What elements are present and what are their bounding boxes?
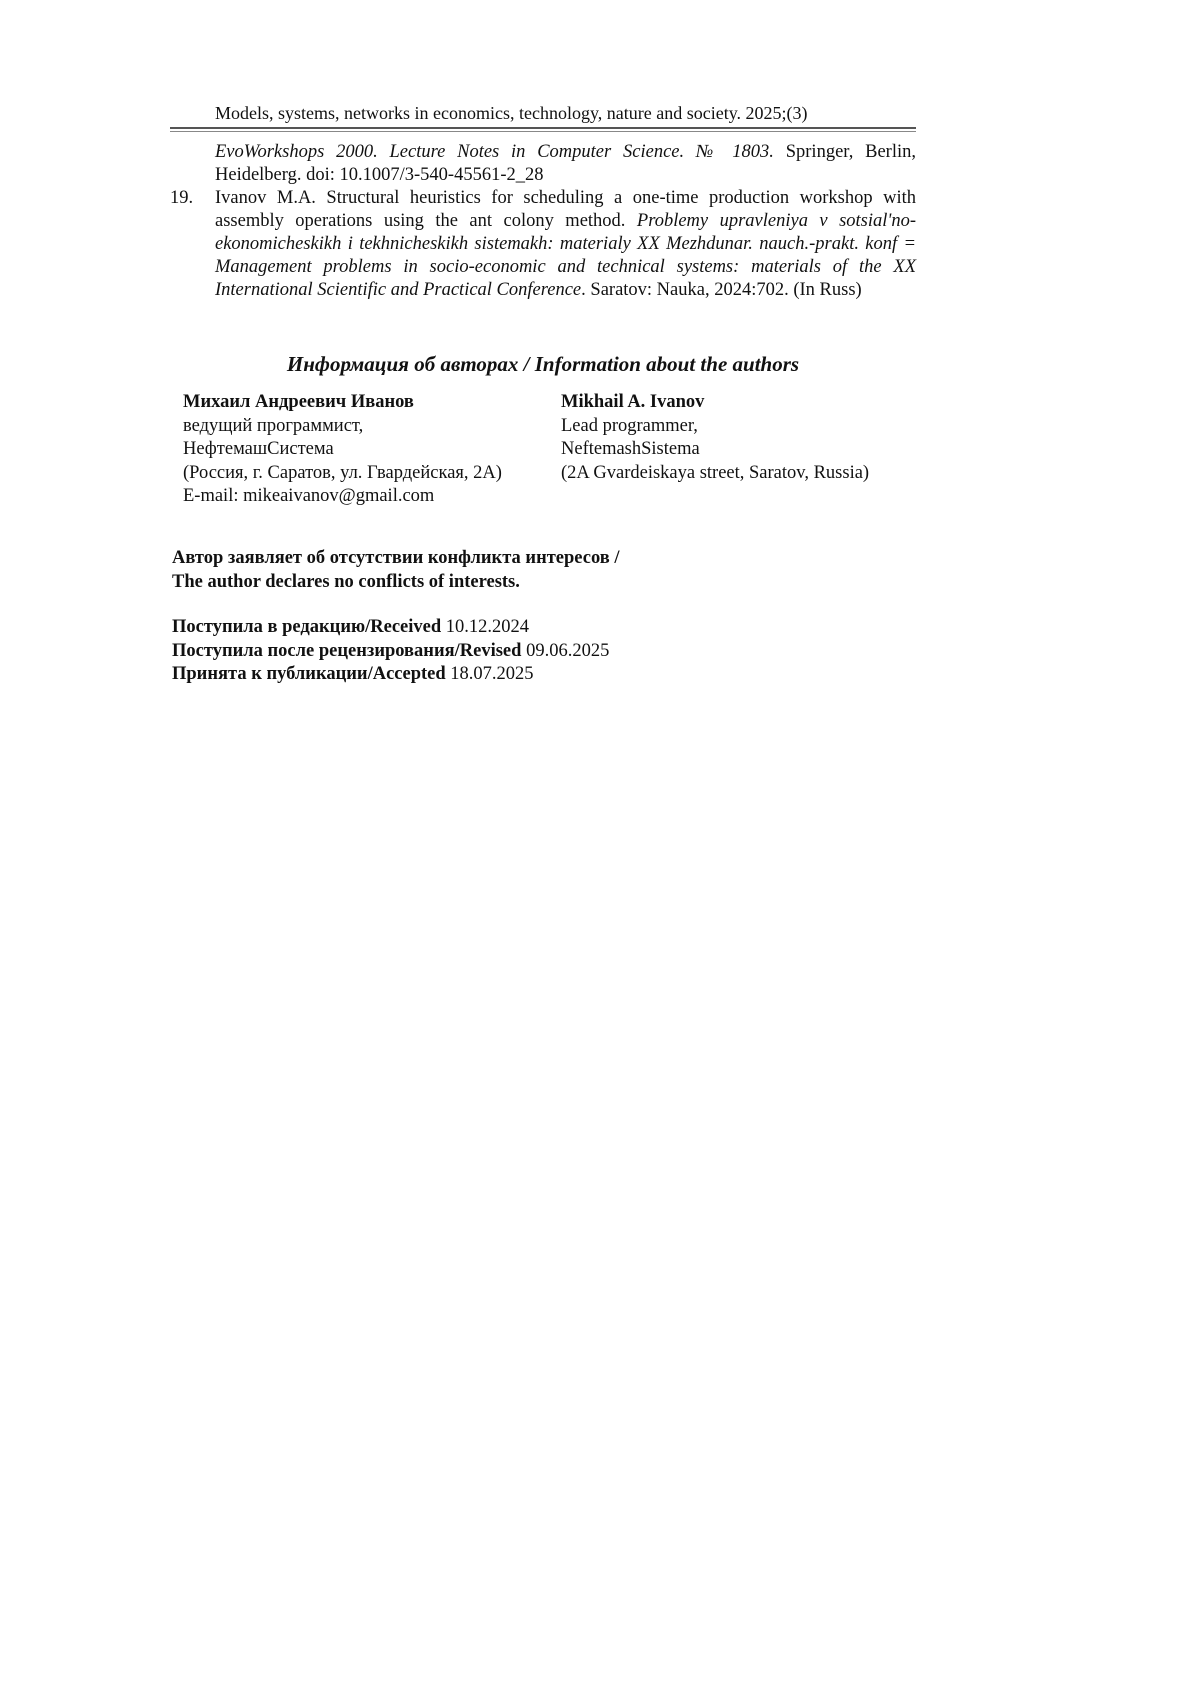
author-organization-ru: НефтемашСистема	[183, 439, 334, 459]
reference-list	[170, 141, 916, 302]
reference-19-body	[215, 187, 916, 302]
author-name-en: Mikhail A. Ivanov	[561, 392, 705, 412]
reference-19-number: 19.	[170, 188, 194, 208]
header-rule-thin	[170, 131, 916, 132]
conflict-line-en: The author declares no conflicts of interests.	[172, 571, 520, 592]
conflict-of-interest-statement	[172, 547, 620, 594]
author-address-en: (2A Gvardeiskaya street, Saratov, Russia)	[561, 462, 870, 483]
revised-date	[172, 640, 609, 664]
revised-value: 09.06.2025	[526, 640, 610, 661]
author-name-ru: Михаил Андреевич Иванов	[183, 392, 414, 412]
conflict-line-ru: Автор заявляет об отсутствии конфликта интересов /	[172, 548, 620, 568]
reference-18-continuation	[215, 141, 916, 187]
authors-section-title: Информация об авторах / Information about the authors	[286, 352, 800, 376]
received-value: 10.12.2024	[445, 617, 530, 637]
author-info-en	[561, 391, 869, 485]
reference-19-italic: Problemy upravleniya v sotsial'no-ekonomicheskikh i tekhnicheskikh sistemakh: materialy XX Mezhdunar. nauch.-prakt. konf = Management problems in socio-economic and technical systems: materials of the XX International Scientific and Practical Conference	[215, 211, 917, 300]
received-date	[172, 616, 609, 640]
header-rule	[170, 127, 916, 129]
author-email[interactable]: E-mail: mikeaivanov@gmail.com	[183, 486, 435, 506]
reference-19	[170, 187, 916, 302]
received-label: Поступила в редакцию/Received	[172, 617, 442, 637]
reference-19-lead: Ivanov M.A. Structural heuristics for scheduling a one-time production workshop with assembly operations using the ant colony method.	[215, 188, 916, 231]
reference-18-italic: EvoWorkshops 2000. Lecture Notes in Computer Science. № 1803.	[215, 142, 774, 162]
revised-label: Поступила после рецензирования/Revised	[172, 640, 522, 661]
author-position-en: Lead programmer,	[561, 415, 698, 436]
reference-18-plain: Springer, Berlin, Heidelberg. doi: 10.1007/3-540-45561-2_28	[215, 142, 916, 185]
author-organization-en: NeftemashSistema	[561, 439, 700, 459]
author-info-ru	[183, 391, 502, 509]
author-position-ru: ведущий программист,	[183, 415, 364, 436]
reference-19-tail: . Saratov: Nauka, 2024:702. (In Russ)	[581, 280, 862, 300]
author-address-ru: (Россия, г. Саратов, ул. Гвардейская, 2А)	[183, 462, 502, 483]
publication-dates	[172, 616, 609, 687]
accepted-date	[172, 663, 609, 687]
accepted-label: Принята к публикации/Accepted	[172, 664, 446, 684]
accepted-value: 18.07.2025	[450, 664, 534, 684]
running-header: Models, systems, networks in economics, technology, nature and society. 2025;(3)	[215, 103, 808, 123]
